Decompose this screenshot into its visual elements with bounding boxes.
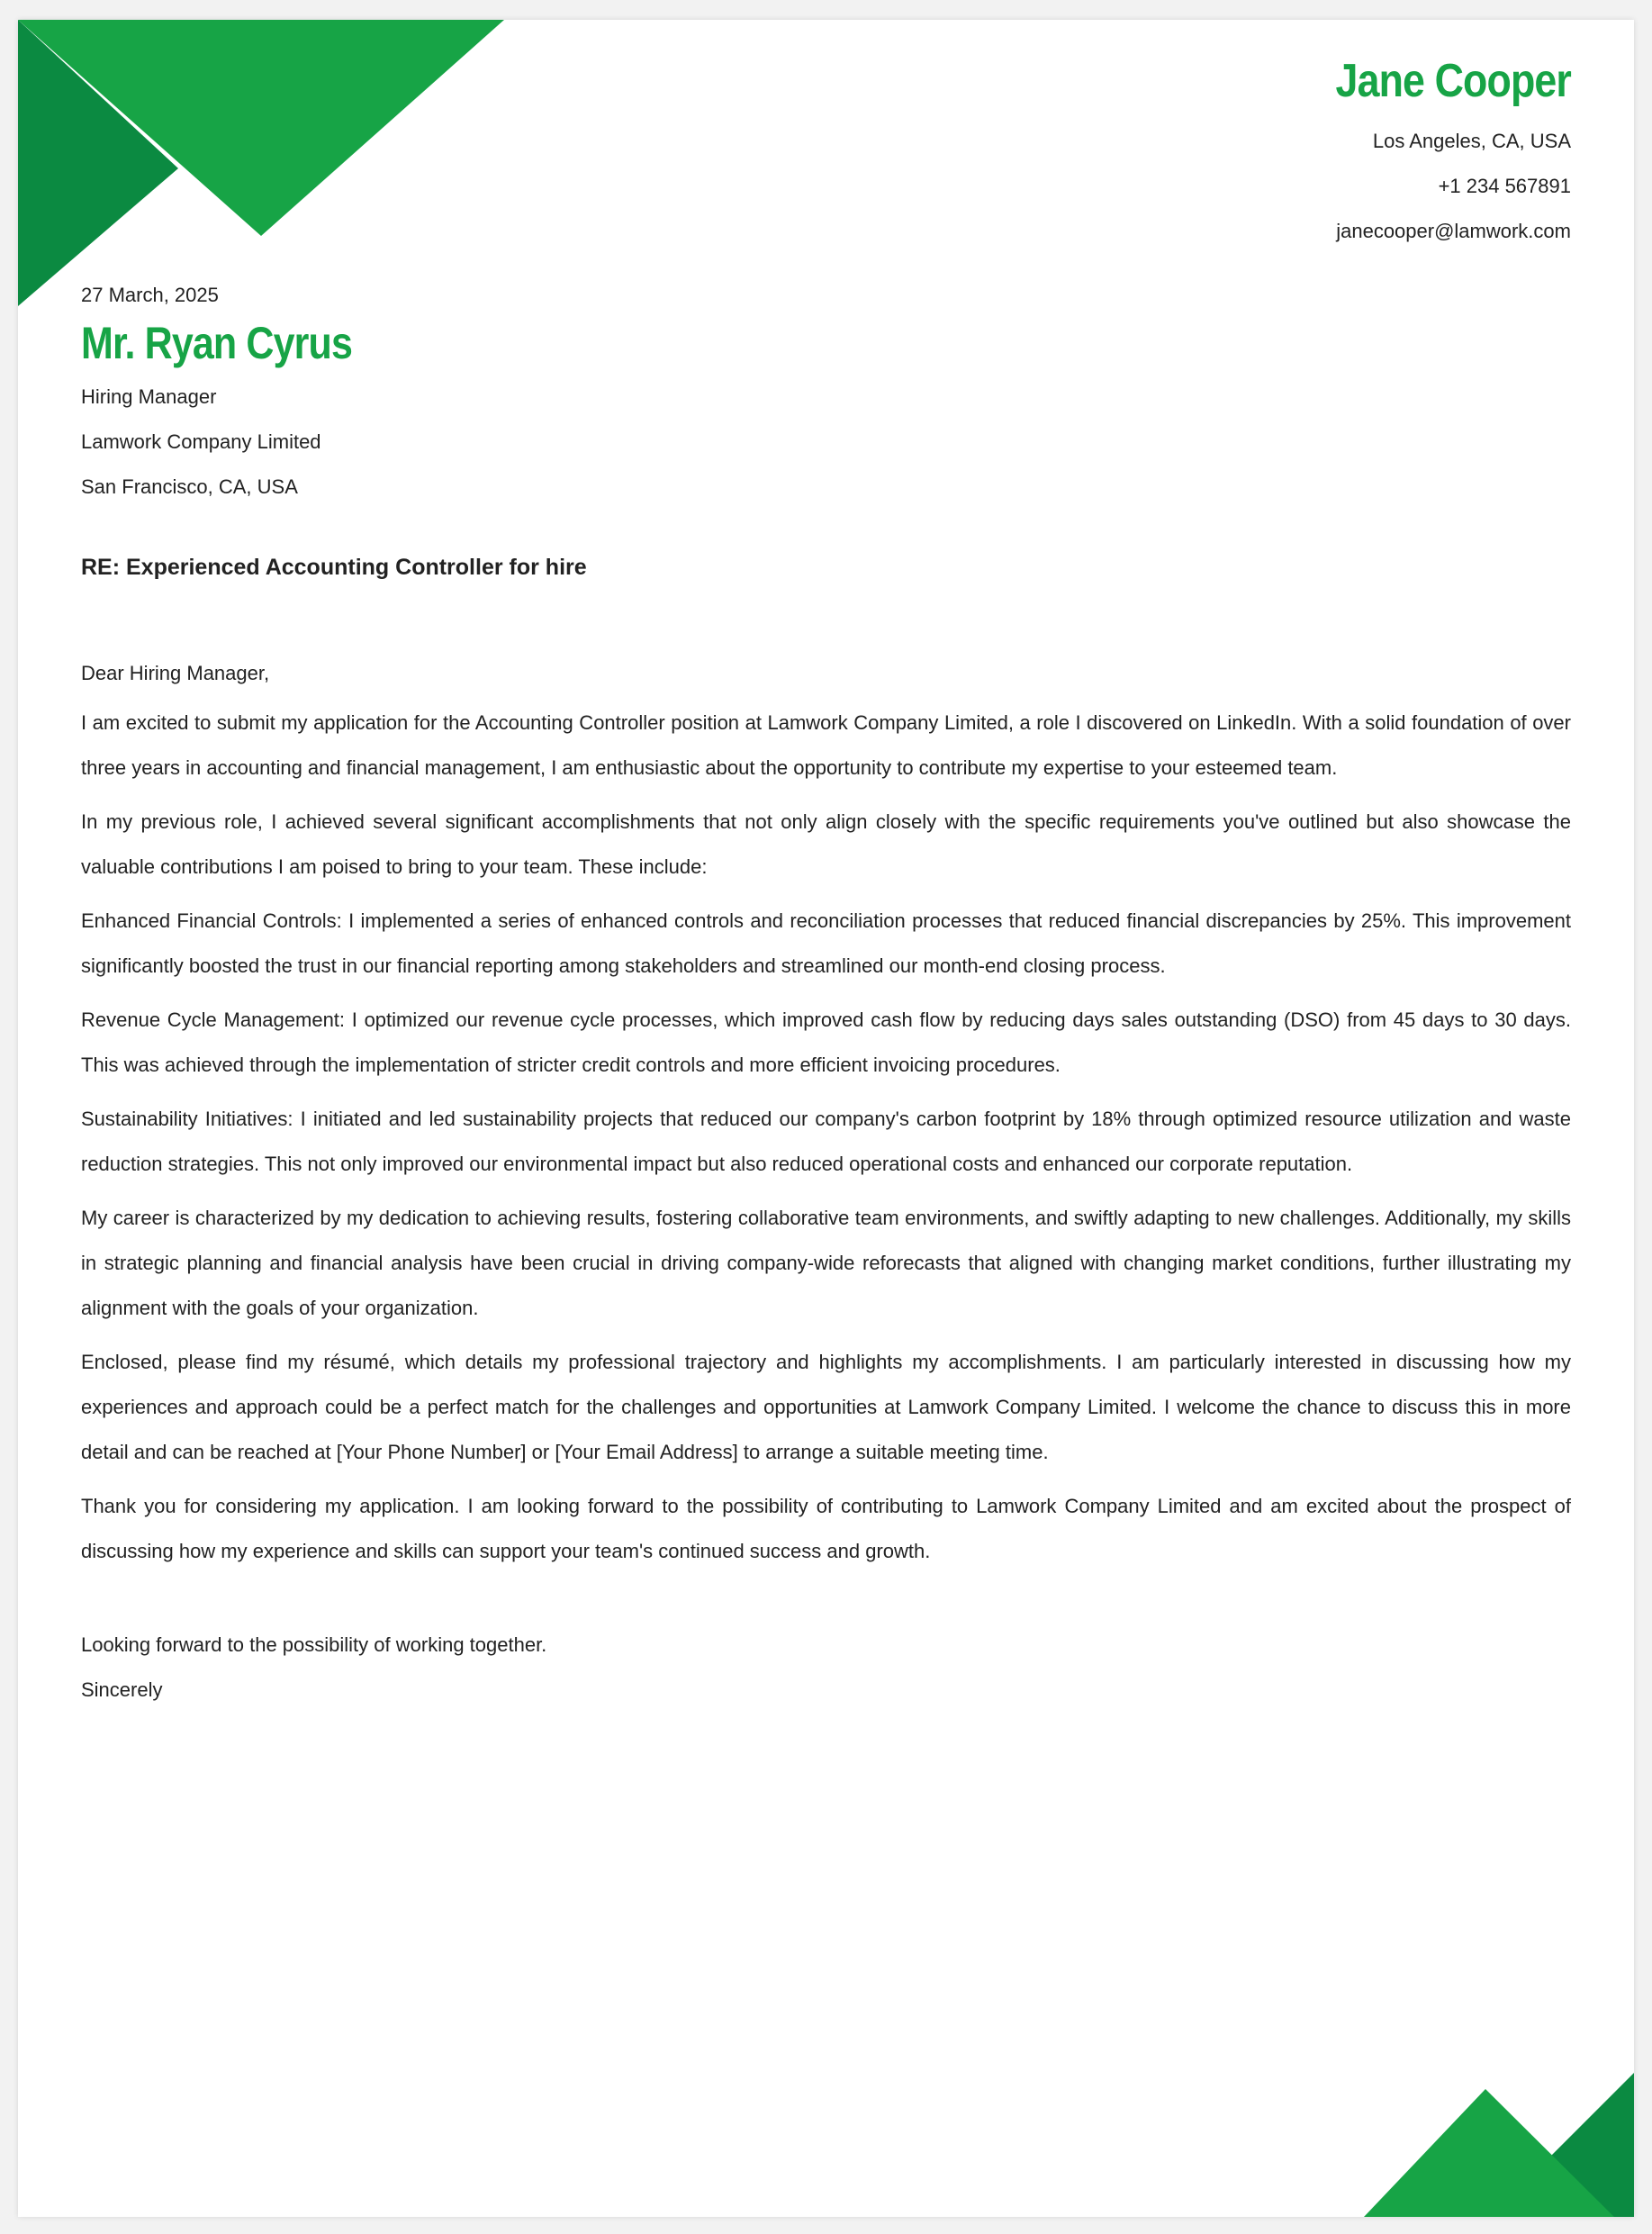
body-paragraph: Revenue Cycle Management: I optimized our revenue cycle processes, which improved cash flow by reducing days sales outstanding (DSO) from 45 days to 30 days. This was achieved through the implementation of stricter credit controls and more efficient invoicing procedures. xyxy=(81,1008,1571,1076)
letter-subject: RE: Experienced Accounting Controller for hire xyxy=(81,555,587,580)
recipient-title: Hiring Manager xyxy=(81,385,217,408)
body-paragraph: Enhanced Financial Controls: I implemented a series of enhanced controls and reconciliation processes that reduced financial discrepancies by 25%. This improvement significantly boosted the trust in our financial reporting among stakeholders and streamlined our month-end closing process. xyxy=(81,909,1571,977)
letter-signoff: Sincerely xyxy=(81,1678,163,1701)
recipient-location: San Francisco, CA, USA xyxy=(81,475,298,498)
recipient-company: Lamwork Company Limited xyxy=(81,430,321,453)
top-left-decoration xyxy=(18,20,522,308)
letter-content xyxy=(81,277,1571,1713)
sender-email: janecooper@lamwork.com xyxy=(1336,220,1571,242)
body-paragraph: I am excited to submit my application for the Accounting Controller position at Lamwork Company Limited, a role I discovered on LinkedIn. With a solid foundation of over three years in accounting and financial management, I am enthusiastic about the opportunity to contribute my expertise to your esteemed team. xyxy=(81,711,1571,779)
letter-salutation: Dear Hiring Manager, xyxy=(81,662,270,684)
body-paragraph: Sustainability Initiatives: I initiated and led sustainability projects that reduced our company's carbon footprint by 18% through optimized resource utilization and waste reduction strategies. This not only improved our environmental impact but also reduced operational costs and enhanced our corporate reputation. xyxy=(81,1108,1571,1175)
body-paragraph: Enclosed, please find my résumé, which details my professional trajectory and highlights my accomplishments. I am particularly interested in discussing how my experiences and approach could be a perfect match for the challenges and opportunities at Lamwork Company Limited. I welcome the chance to discuss this in more detail and can be reached at [Your Phone Number] or [Your Email Address] to arrange a suitable meeting time. xyxy=(81,1351,1571,1463)
body-paragraph: Thank you for considering my application. I am looking forward to the possibility of contributing to Lamwork Company Limited and am excited about the prospect of discussing how my experience and skills can support your team's continued success and growth. xyxy=(81,1495,1571,1562)
bottom-right-decoration xyxy=(1364,2073,1634,2217)
letter-date: 27 March, 2025 xyxy=(81,284,219,306)
sender-location: Los Angeles, CA, USA xyxy=(1372,130,1571,152)
letter-page xyxy=(18,20,1634,2217)
body-paragraph: In my previous role, I achieved several significant accomplishments that not only align closely with the specific requirements you've outlined but also showcase the valuable contributions I am poised to bring to your team. These include: xyxy=(81,810,1571,878)
sender-name: Jane Cooper xyxy=(1335,55,1571,107)
sender-block xyxy=(1297,55,1571,254)
recipient-name: Mr. Ryan Cyrus xyxy=(81,318,353,368)
letter-closing: Looking forward to the possibility of working together. xyxy=(81,1633,547,1656)
body-paragraph: My career is characterized by my dedication to achieving results, fostering collaborative team environments, and swiftly adapting to new challenges. Additionally, my skills in strategic planning and financial analysis have been crucial in driving company-wide reforecasts that aligned with changing market conditions, further illustrating my alignment with the goals of your organization. xyxy=(81,1207,1571,1319)
sender-phone: +1 234 567891 xyxy=(1438,175,1571,197)
